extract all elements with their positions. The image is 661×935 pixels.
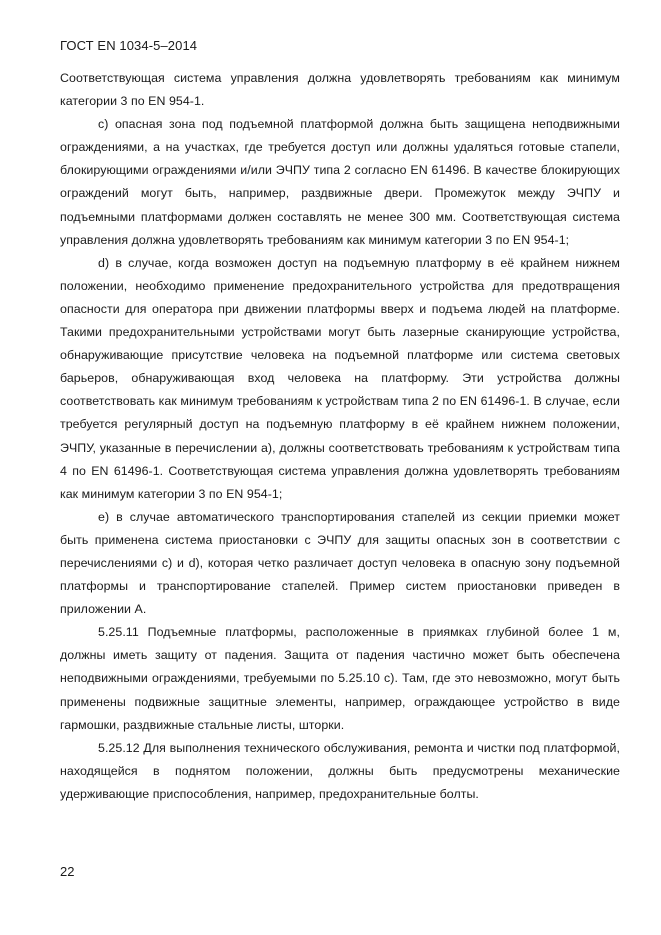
body-text bbox=[60, 67, 620, 806]
paragraph-item-d: d) в случае, когда возможен доступ на подъемную платформу в её крайнем нижнем положении, необходимо применение предохранительного устройства для предотвращения опасности для оператора при движении платформы вверх и подъема людей на платформе. Такими предохранительными устройствами могут быть лазерные сканирующие устройства, обнаруживающие присутствие человека на подъемной платформе или система световых барьеров, обнаруживающая вход человека на платформу. Эти устройства должны соответствовать как минимум требованиям к устройствам типа 2 по EN 61496-1. В случае, если требуется регулярный доступ на подъемную платформу в её крайнем нижнем положении, ЭЧПУ, указанные в перечислении а), должны соответствовать требованиям к устройствам типа 4 по EN 61496-1. Соответствующая система управления должна удовлетворять требованиям как минимум категории 3 по EN 954-1; bbox=[60, 255, 620, 501]
document-header: ГОСТ EN 1034-5–2014 bbox=[60, 38, 198, 53]
paragraph-item-c: c) опасная зона под подъемной платформой должна быть защищена неподвижными ограждениями, а на участках, где требуется доступ или должны удаляться готовые стапели, блокирующими ограждениями и/или ЭЧПУ типа 2 согласно EN 61496. В качестве блокирующих ограждений могут быть, например, раздвижные двери. Промежуток между ЭЧПУ и подъемными платформами должен составлять не менее 300 мм. Соответствующая система управления должна удовлетворять требованиям как минимум категории 3 по EN 954-1; bbox=[60, 117, 620, 247]
paragraph-category-requirement: Соответствующая система управления должна удовлетворять требованиям как минимум категории 3 по EN 954-1. bbox=[60, 71, 620, 109]
page-number: 22 bbox=[60, 864, 75, 879]
paragraph-item-e: e) в случае автоматического транспортирования стапелей из секции приемки может быть применена система приостановки с ЭЧПУ для защиты опасных зон в соответствии с перечислениями c) и d), которая четко различает доступ человека в опасную зону подъемной платформы и транспортирование стапелей. Пример систем приостановки приведен в приложении А. bbox=[60, 509, 620, 617]
paragraph-5-25-11: 5.25.11 Подъемные платформы, расположенные в приямках глубиной более 1 м, должны иметь защиту от падения. Защита от падения частично может быть обеспечена неподвижными ограждениями, требуемыми по 5.25.10 с). Там, где это невозможно, могут быть применены подвижные защитные элементы, например, ограждающее устройство в виде гармошки, раздвижные стальные листы, шторки. bbox=[60, 625, 620, 732]
paragraph-5-25-12: 5.25.12 Для выполнения технического обслуживания, ремонта и чистки под платформой, находящейся в поднятом положении, должны быть предусмотрены механические удерживающие приспособления, например, предохранительные болты. bbox=[60, 740, 620, 801]
